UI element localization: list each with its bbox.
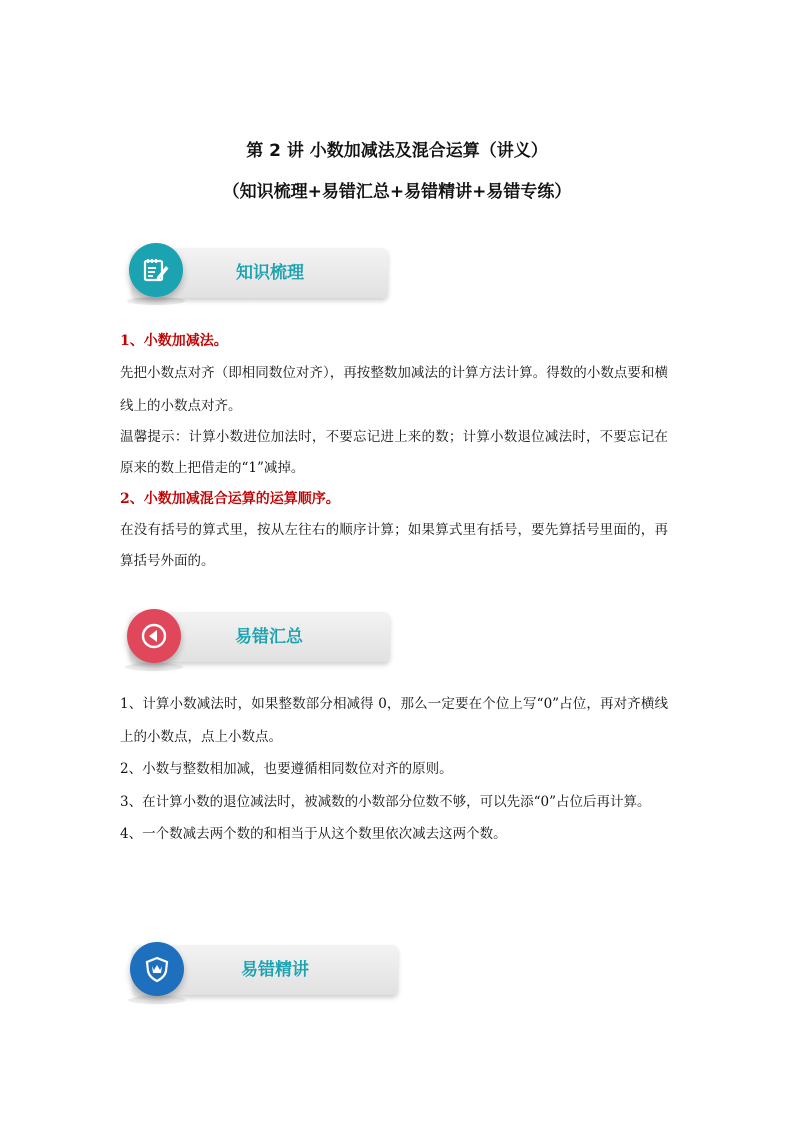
- errors-item-4: 4、一个数减去两个数的和相当于从这个数里依次减去这两个数。: [120, 826, 507, 842]
- errors-item-3: 3、在计算小数的退位减法时，被减数的小数部分位数不够，可以先添“0”占位后再计算。: [120, 793, 651, 810]
- knowledge-heading-1: 1、小数加减法。: [120, 333, 228, 349]
- banner-errors-label: 易错汇总: [235, 627, 303, 647]
- page-subtitle: （知识梳理+易错汇总+易错精讲+易错专练）: [222, 182, 572, 202]
- errors-content: [120, 688, 668, 851]
- errors-item-2: 2、小数与整数相加减，也要遵循相同数位对齐的原则。: [120, 761, 453, 777]
- knowledge-content: [120, 326, 668, 577]
- knowledge-heading-2: 2、小数加减混合运算的运算顺序。: [120, 491, 340, 507]
- banner-knowledge-label: 知识梳理: [236, 263, 304, 283]
- page-title: 第 2 讲 小数加减法及混合运算（讲义）: [246, 141, 548, 161]
- banner-explain-label: 易错精讲: [241, 960, 309, 980]
- notepad-pen-icon: [129, 243, 183, 297]
- knowledge-para-3: 在没有括号的算式里，按从左往右的顺序计算；如果算式里有括号，要先算括号里面的，再算括号外面的。: [120, 522, 668, 569]
- knowledge-para-2: 温馨提示：计算小数进位加法时，不要忘记进上来的数；计算小数退位减法时，不要忘记在原来的数上把借走的“1”减掉。: [120, 429, 668, 476]
- knowledge-para-1: 先把小数点对齐（即相同数位对齐），再按整数加减法的计算方法计算。得数的小数点要和横线上的小数点对齐。: [120, 365, 668, 414]
- shield-crown-icon: [130, 942, 184, 996]
- play-back-circle-icon: [127, 609, 181, 663]
- errors-item-1: 1、计算小数减法时，如果整数部分相减得 0，那么一定要在个位上写“0”占位，再对齐横线上的小数点，点上小数点。: [120, 696, 668, 745]
